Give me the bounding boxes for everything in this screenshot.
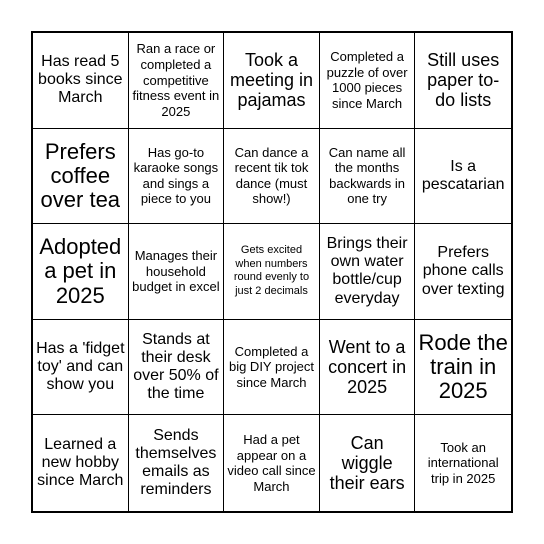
bingo-cell[interactable]: Took a meeting in pajamas [224, 33, 320, 129]
bingo-cell[interactable]: Brings their own water bottle/cup everyday [320, 224, 416, 320]
bingo-cell[interactable]: Manages their household budget in excel [129, 224, 225, 320]
bingo-cell[interactable]: Stands at their desk over 50% of the time [129, 320, 225, 416]
bingo-cell[interactable]: Is a pescatarian [415, 129, 511, 225]
bingo-cell[interactable]: Prefers phone calls over texting [415, 224, 511, 320]
bingo-cell[interactable]: Rode the train in 2025 [415, 320, 511, 416]
bingo-cell[interactable]: Can dance a recent tik tok dance (must show!) [224, 129, 320, 225]
bingo-cell[interactable]: Still uses paper to-do lists [415, 33, 511, 129]
bingo-cell[interactable]: Adopted a pet in 2025 [33, 224, 129, 320]
bingo-cell[interactable]: Can name all the months backwards in one try [320, 129, 416, 225]
bingo-cell[interactable]: Had a pet appear on a video call since March [224, 415, 320, 511]
bingo-cell[interactable]: Completed a puzzle of over 1000 pieces since March [320, 33, 416, 129]
bingo-board [31, 31, 513, 513]
bingo-cell[interactable]: Ran a race or completed a competitive fitness event in 2025 [129, 33, 225, 129]
bingo-cell[interactable]: Learned a new hobby since March [33, 415, 129, 511]
bingo-cell[interactable]: Prefers coffee over tea [33, 129, 129, 225]
bingo-cell[interactable]: Went to a concert in 2025 [320, 320, 416, 416]
bingo-cell[interactable]: Took an international trip in 2025 [427, 439, 499, 486]
bingo-cell[interactable]: Completed a big DIY project since March [224, 320, 320, 416]
bingo-cell[interactable]: Has a 'fidget toy' and can show you [33, 320, 129, 416]
bingo-cell[interactable]: Has go-to karaoke songs and sings a piece to you [129, 129, 225, 225]
bingo-cell[interactable]: Has read 5 books since March [33, 33, 129, 129]
bingo-cell[interactable]: Can wiggle their ears [320, 415, 416, 511]
bingo-cell[interactable]: Sends themselves emails as reminders [129, 415, 225, 511]
bingo-cell[interactable]: Gets excited when numbers round evenly to just 2 decimals [224, 224, 320, 320]
